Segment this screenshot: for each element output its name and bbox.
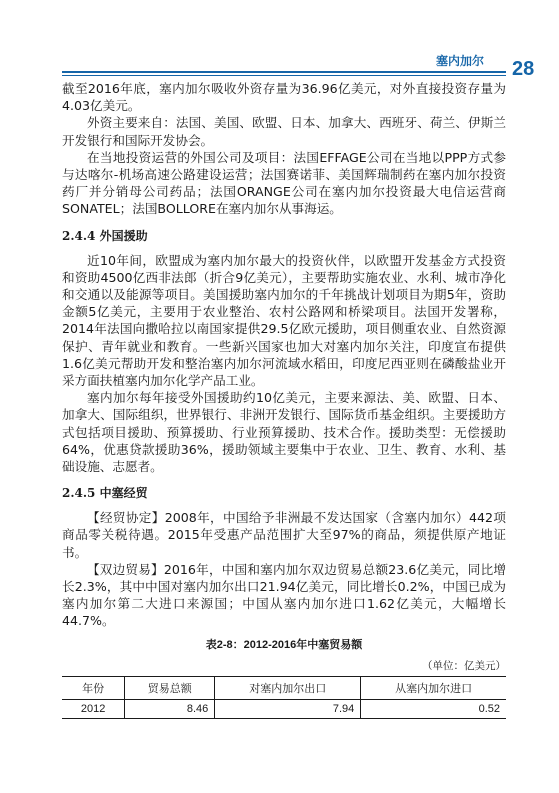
paragraph-trade-agreement: 【经贸协定】2008年，中国给予非洲最不发达国家（含塞内加尔）442项商品零关税待遇。2015年受惠产品范围扩大至97%的商品，须提供原产地证书。: [62, 510, 506, 560]
paragraph-bilateral-trade: 【双边贸易】2016年，中国和塞内加尔双边贸易总额23.6亿美元，同比增长2.3%，其中中国对塞内加尔出口21.94亿美元，同比增长0.2%，中国已成为塞内加尔第二大进口来源国；中国从塞内加尔进口1.62亿美元，大幅增长44.7%。: [62, 561, 506, 629]
paragraph-fdi-sources: 外资主要来自：法国、美国、欧盟、日本、加拿大、西班牙、荷兰、伊斯兰开发银行和国际开发协会。: [62, 115, 506, 148]
cell-import: 0.52: [361, 699, 506, 718]
cell-total: 8.46: [125, 699, 215, 718]
paragraph-aid-overview: 近10年间，欧盟成为塞内加尔最大的投资伙伴，以欧盟开发基金方式投资和资助4500亿西非法郎（折合9亿美元），主要帮助实施农业、水利、城市净化和交通以及能源等项目。美国援助塞内加尔的千年挑战计划项目为期5年，资助金额5亿美元，主要用于农业整治、农村公路网和桥梁项目。法国开发署称，2014年法国向撒哈拉以南国家提供29.5亿欧元援助，项目侧重农业、自然资源保护、青年就业和教育。一些新兴国家也加大对塞内加尔关注，印度宣布提供1.6亿美元帮助开发和整治塞内加尔河流域水稻田，印度尼西亚则在磷酸盐业开采方面扶植塞内加尔化学产品工业。: [62, 252, 506, 389]
header-title: 塞内加尔: [436, 54, 485, 68]
section-heading-china-trade: 2.4.5 中塞经贸: [62, 486, 148, 501]
header-import: 从塞内加尔进口: [361, 676, 506, 699]
header-total: 贸易总额: [125, 676, 215, 699]
section-heading-foreign-aid: 2.4.4 外国援助: [62, 228, 148, 243]
paragraph-foreign-companies: 在当地投资运营的外国公司及项目：法国EFFAGE公司在当地以PPP方式参与达喀尔-机场高速公路建设运营；法国赛诺菲、美国辉瑞制药在塞内加尔投资药厂并分销母公司药品；法国ORANGE公司在塞内加尔投资最大电信运营商SONATEL；法国BOLLORE在塞内加尔从事海运。: [62, 149, 506, 217]
header-rule-thin: [62, 75, 506, 76]
table-unit: （单位：亿美元）: [422, 659, 506, 672]
header-export: 对塞内加尔出口: [215, 676, 361, 699]
cell-year: 2012: [62, 699, 125, 718]
page-number: 28: [512, 58, 535, 80]
header-year: 年份: [62, 676, 125, 699]
table-header-row: [62, 676, 506, 699]
table-caption: 表2-8：2012-2016年中塞贸易额: [205, 638, 363, 651]
header-rule: [62, 71, 506, 73]
cell-export: 7.94: [215, 699, 361, 718]
trade-table: [62, 676, 506, 719]
paragraph-fdi-stock: 截至2016年底，塞内加尔吸收外资存量为36.96亿美元，对外直接投资存量为4.03亿美元。: [62, 81, 506, 114]
paragraph-aid-annual: 塞内加尔每年接受外国援助约10亿美元，主要来源法、美、欧盟、日本、加拿大、国际组织，世界银行、非洲开发银行、国际货币基金组织。主要援助方式包括项目援助、预算援助、行业预算援助、技术合作。援助类型：无偿援助64%，优惠贷款援助36%，援助领域主要集中于农业、卫生、教育、水利、基础设施、志愿者。: [62, 390, 506, 475]
table-row: [62, 699, 506, 718]
page-content: [62, 80, 506, 719]
